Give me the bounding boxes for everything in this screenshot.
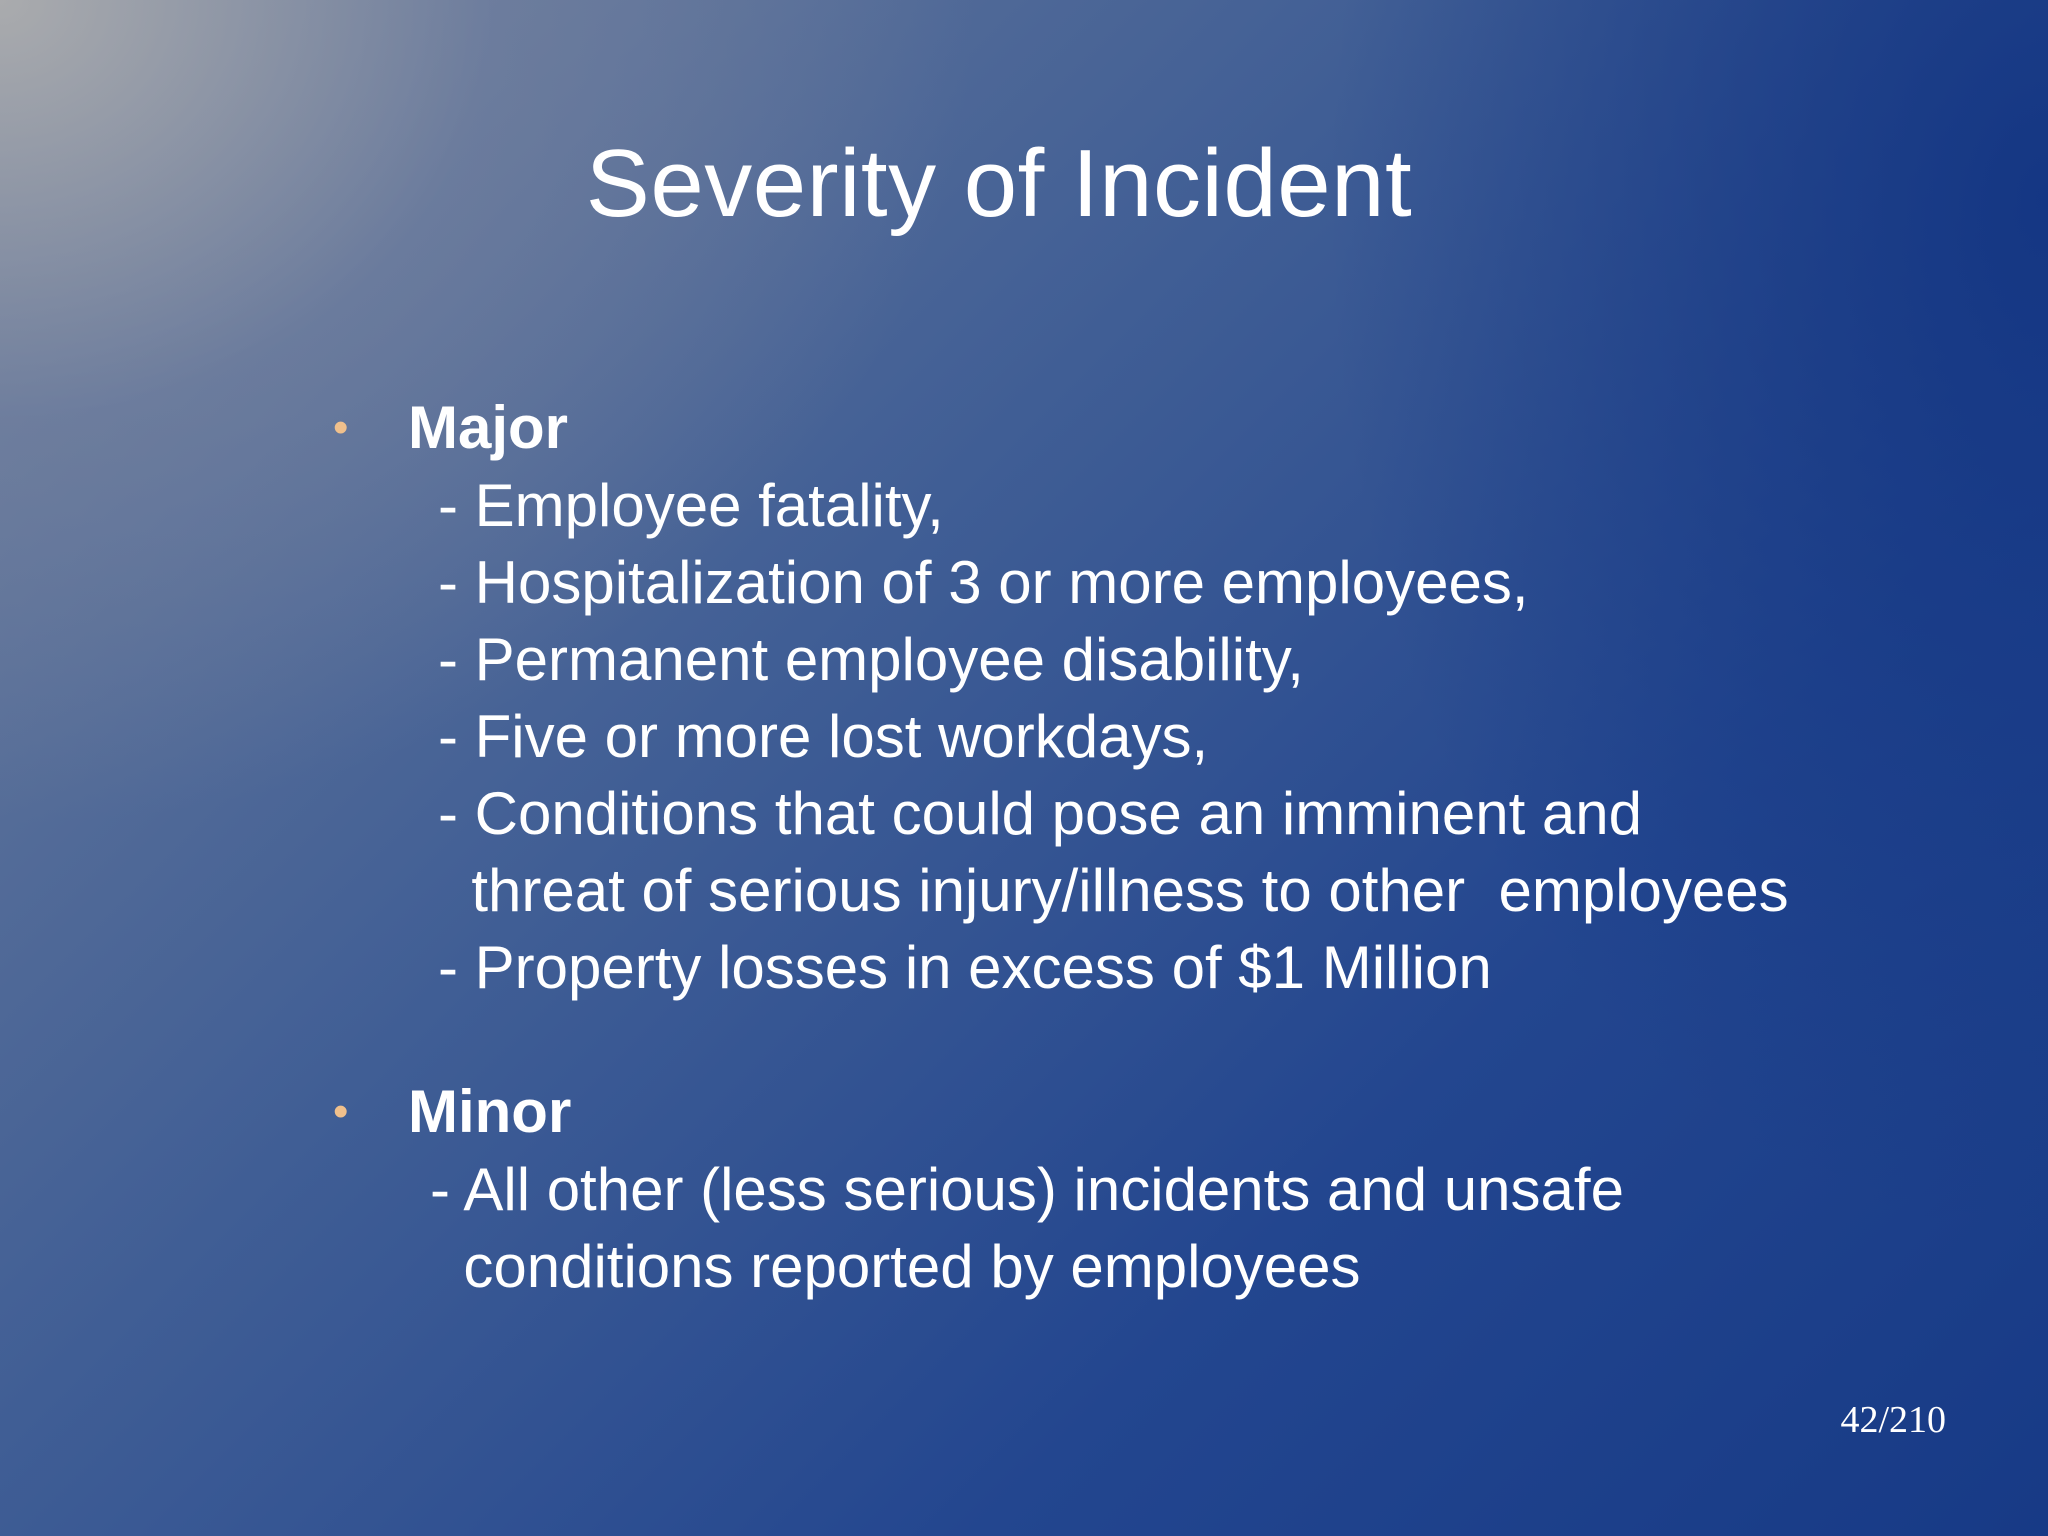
major-item-1: - Employee fatality, bbox=[438, 472, 944, 539]
major-item-6: - Property losses in excess of $1 Million bbox=[438, 934, 1492, 1001]
minor-item-1: - All other (less serious) incidents and unsafe bbox=[430, 1156, 1624, 1223]
major-item-2: - Hospitalization of 3 or more employees, bbox=[438, 549, 1529, 616]
bullet-dot-icon: • bbox=[333, 1087, 349, 1136]
bullet-dot-icon: • bbox=[333, 403, 349, 452]
minor-item-1-cont: conditions reported by employees bbox=[430, 1233, 1361, 1300]
major-item-4: - Five or more lost workdays, bbox=[438, 703, 1209, 770]
bullet-label-major: Major bbox=[408, 394, 569, 461]
bullet-label-minor: Minor bbox=[408, 1078, 572, 1145]
major-item-5-cont: threat of serious injury/illness to other employees bbox=[438, 857, 1789, 924]
major-item-5: - Conditions that could pose an imminent and bbox=[438, 780, 1643, 847]
slide-title-text: Severity of Incident bbox=[585, 130, 1413, 237]
page-number: 42/210 bbox=[1840, 1399, 1946, 1441]
slide-title bbox=[0, 128, 2048, 240]
major-item-3: - Permanent employee disability, bbox=[438, 626, 1304, 693]
